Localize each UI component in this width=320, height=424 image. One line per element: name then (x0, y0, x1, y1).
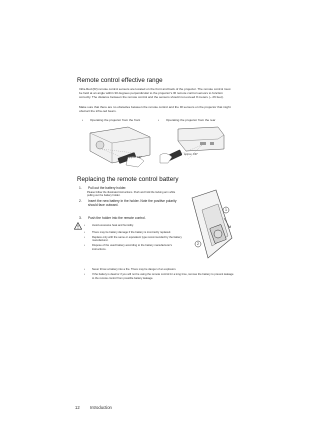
warning-item: • Never throw a battery into a fire. There may be danger of an explosion. (84, 268, 177, 271)
step-3-num: 3. (79, 216, 82, 220)
warning-item: • If the battery is dead or if you will not be using the remote control for a long time, remove the battery to prevent leakage to the remote control from possible battery leakage. (84, 273, 234, 280)
step-2-num: 2. (79, 199, 82, 203)
section-title-battery: Replacing the remote control battery (77, 176, 179, 183)
figure-rear-operation (158, 125, 226, 165)
battery-warnings-wide (84, 268, 234, 282)
bullet-rear-label: Operating the projector from the rear (166, 118, 216, 122)
step-2-text: Insert the new battery in the holder. Note the positive polarity should face outward. (88, 199, 177, 208)
obstacle-paragraph: Make sure that there are no obstacles between the remote control and the IR sensors on the projector that might obstruct the infra-red beam. (79, 105, 231, 114)
svg-text:2: 2 (197, 242, 199, 247)
warning-item: • Replace only with the same or equivalent type recommended by the battery manufacturer. (84, 235, 182, 243)
bullet-front-label: Operating the projector from the front (90, 118, 141, 122)
warning-triangle-icon (74, 222, 82, 230)
figure-front-operation (88, 125, 154, 168)
step-3-text: Push the holder into the remote control. (88, 216, 146, 220)
rear-angle-label: Approx. ±30° (184, 153, 198, 156)
warning-item: • Avoid excessive heat and humidity. (84, 224, 134, 227)
page-number: 12 (75, 405, 80, 410)
warning-item: • Dispose of the used battery according to the battery manufacturer's instructions. (84, 244, 172, 251)
front-angle-label: Approx. ±30° (128, 156, 142, 159)
figure-battery-replacement (188, 188, 236, 263)
footer-section: Introduction (90, 405, 112, 410)
step-1-note: Please follow the illustrated instructions. Push and hold the locking arm while pulling out the battery holder. (87, 191, 176, 198)
step-2 (79, 199, 179, 207)
step-3 (79, 216, 179, 220)
bullet-rear: • Operating the projector from the rear (158, 118, 216, 122)
range-paragraph: Infra-Red (IR) remote control sensors are located on the front and back of the projector. The remote control must be held at an angle within 30 degrees perpendicular to the projector's IR remote control sensors to function correctly. The distance between the remote control and the sensors should not exceed 8 meters (~ 26 feet). (79, 87, 231, 100)
step-1 (79, 186, 179, 190)
warning-item: • There may be battery damage if the battery is incorrectly replaced. (84, 230, 172, 234)
step-1-num: 1. (79, 186, 82, 190)
step-1-text: Pull out the battery holder. (88, 186, 127, 190)
battery-warnings (84, 224, 182, 253)
section-title-remote-range: Remote control effective range (77, 77, 163, 84)
bullet-front: • Operating the projector from the front (82, 118, 141, 122)
svg-text:1: 1 (225, 208, 227, 213)
